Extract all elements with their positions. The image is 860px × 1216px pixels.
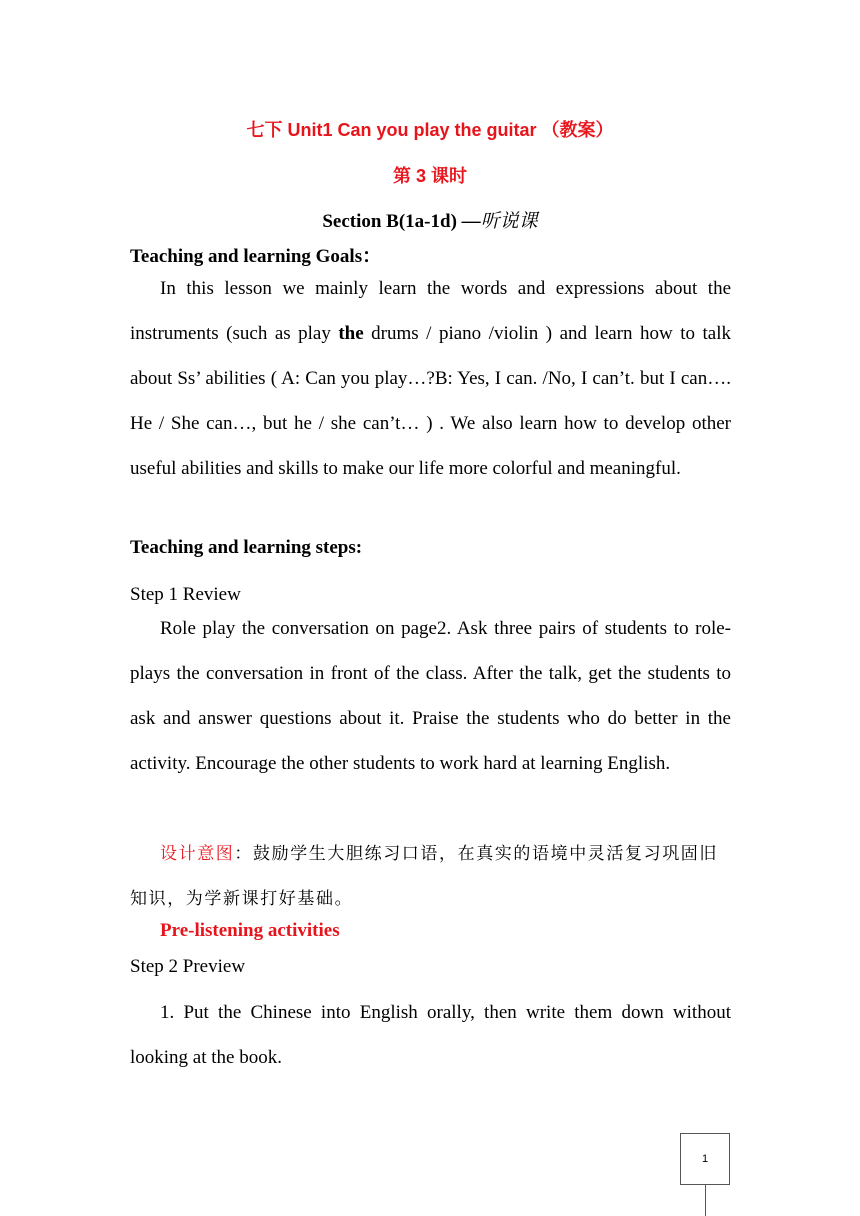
goals-heading-colon: ： (362, 246, 382, 267)
step2-title: Step 2 Preview (130, 956, 246, 977)
goals-heading-text: Teaching and learning Goals (130, 246, 363, 267)
page-number-box (680, 1133, 730, 1185)
document-title: 七下 Unit1 Can you play the guitar （教案） (246, 120, 614, 140)
design-intent-paragraph (130, 832, 731, 922)
page-number-line (705, 1184, 706, 1216)
page-number: 1 (701, 1153, 709, 1165)
steps-heading: Teaching and learning steps: (130, 537, 363, 558)
step1-title: Step 1 Review (130, 584, 241, 605)
lesson-number: 第 3 课时 (392, 166, 467, 186)
goals-text-bold: the (338, 323, 364, 344)
section-en: Section B(1a-1d) — (322, 211, 481, 232)
step1-paragraph: Role play the conversation on page2. Ask three pairs of students to role-plays the conversation in front of the class. After the talk, get the students to ask and answer questions about it. Praise the students who do better in the activity. Encourage the other students to work hard at learning English. (130, 618, 731, 774)
goals-text-a: In this lesson we mainly learn the words and expressions about the instruments (such as play (130, 278, 731, 344)
section-heading (0, 206, 860, 233)
goals-paragraph (130, 266, 731, 491)
pre-listening-heading: Pre-listening activities (160, 920, 340, 941)
goals-text-b: drums / piano /violin ) and learn how to talk about Ss’ abilities ( A: Can you play…?B: Yes, I can. /No, I can’t. but I can…. He / She can…, but he / she can’t… ) . We also learn how to develop other useful abilities and skills to make our life more colorful and meaningful. (130, 323, 731, 479)
goals-heading (130, 241, 381, 268)
design-text: ：鼓励学生大胆练习口语，在真实的语境中灵活复习巩固旧知识，为学新课打好基础。 (130, 844, 719, 909)
design-label: 设计意图 (160, 844, 235, 864)
step2-item-1: 1. Put the Chinese into English orally, then write them down without looking at the book. (130, 1002, 731, 1068)
section-cn: 听说课 (480, 210, 538, 232)
